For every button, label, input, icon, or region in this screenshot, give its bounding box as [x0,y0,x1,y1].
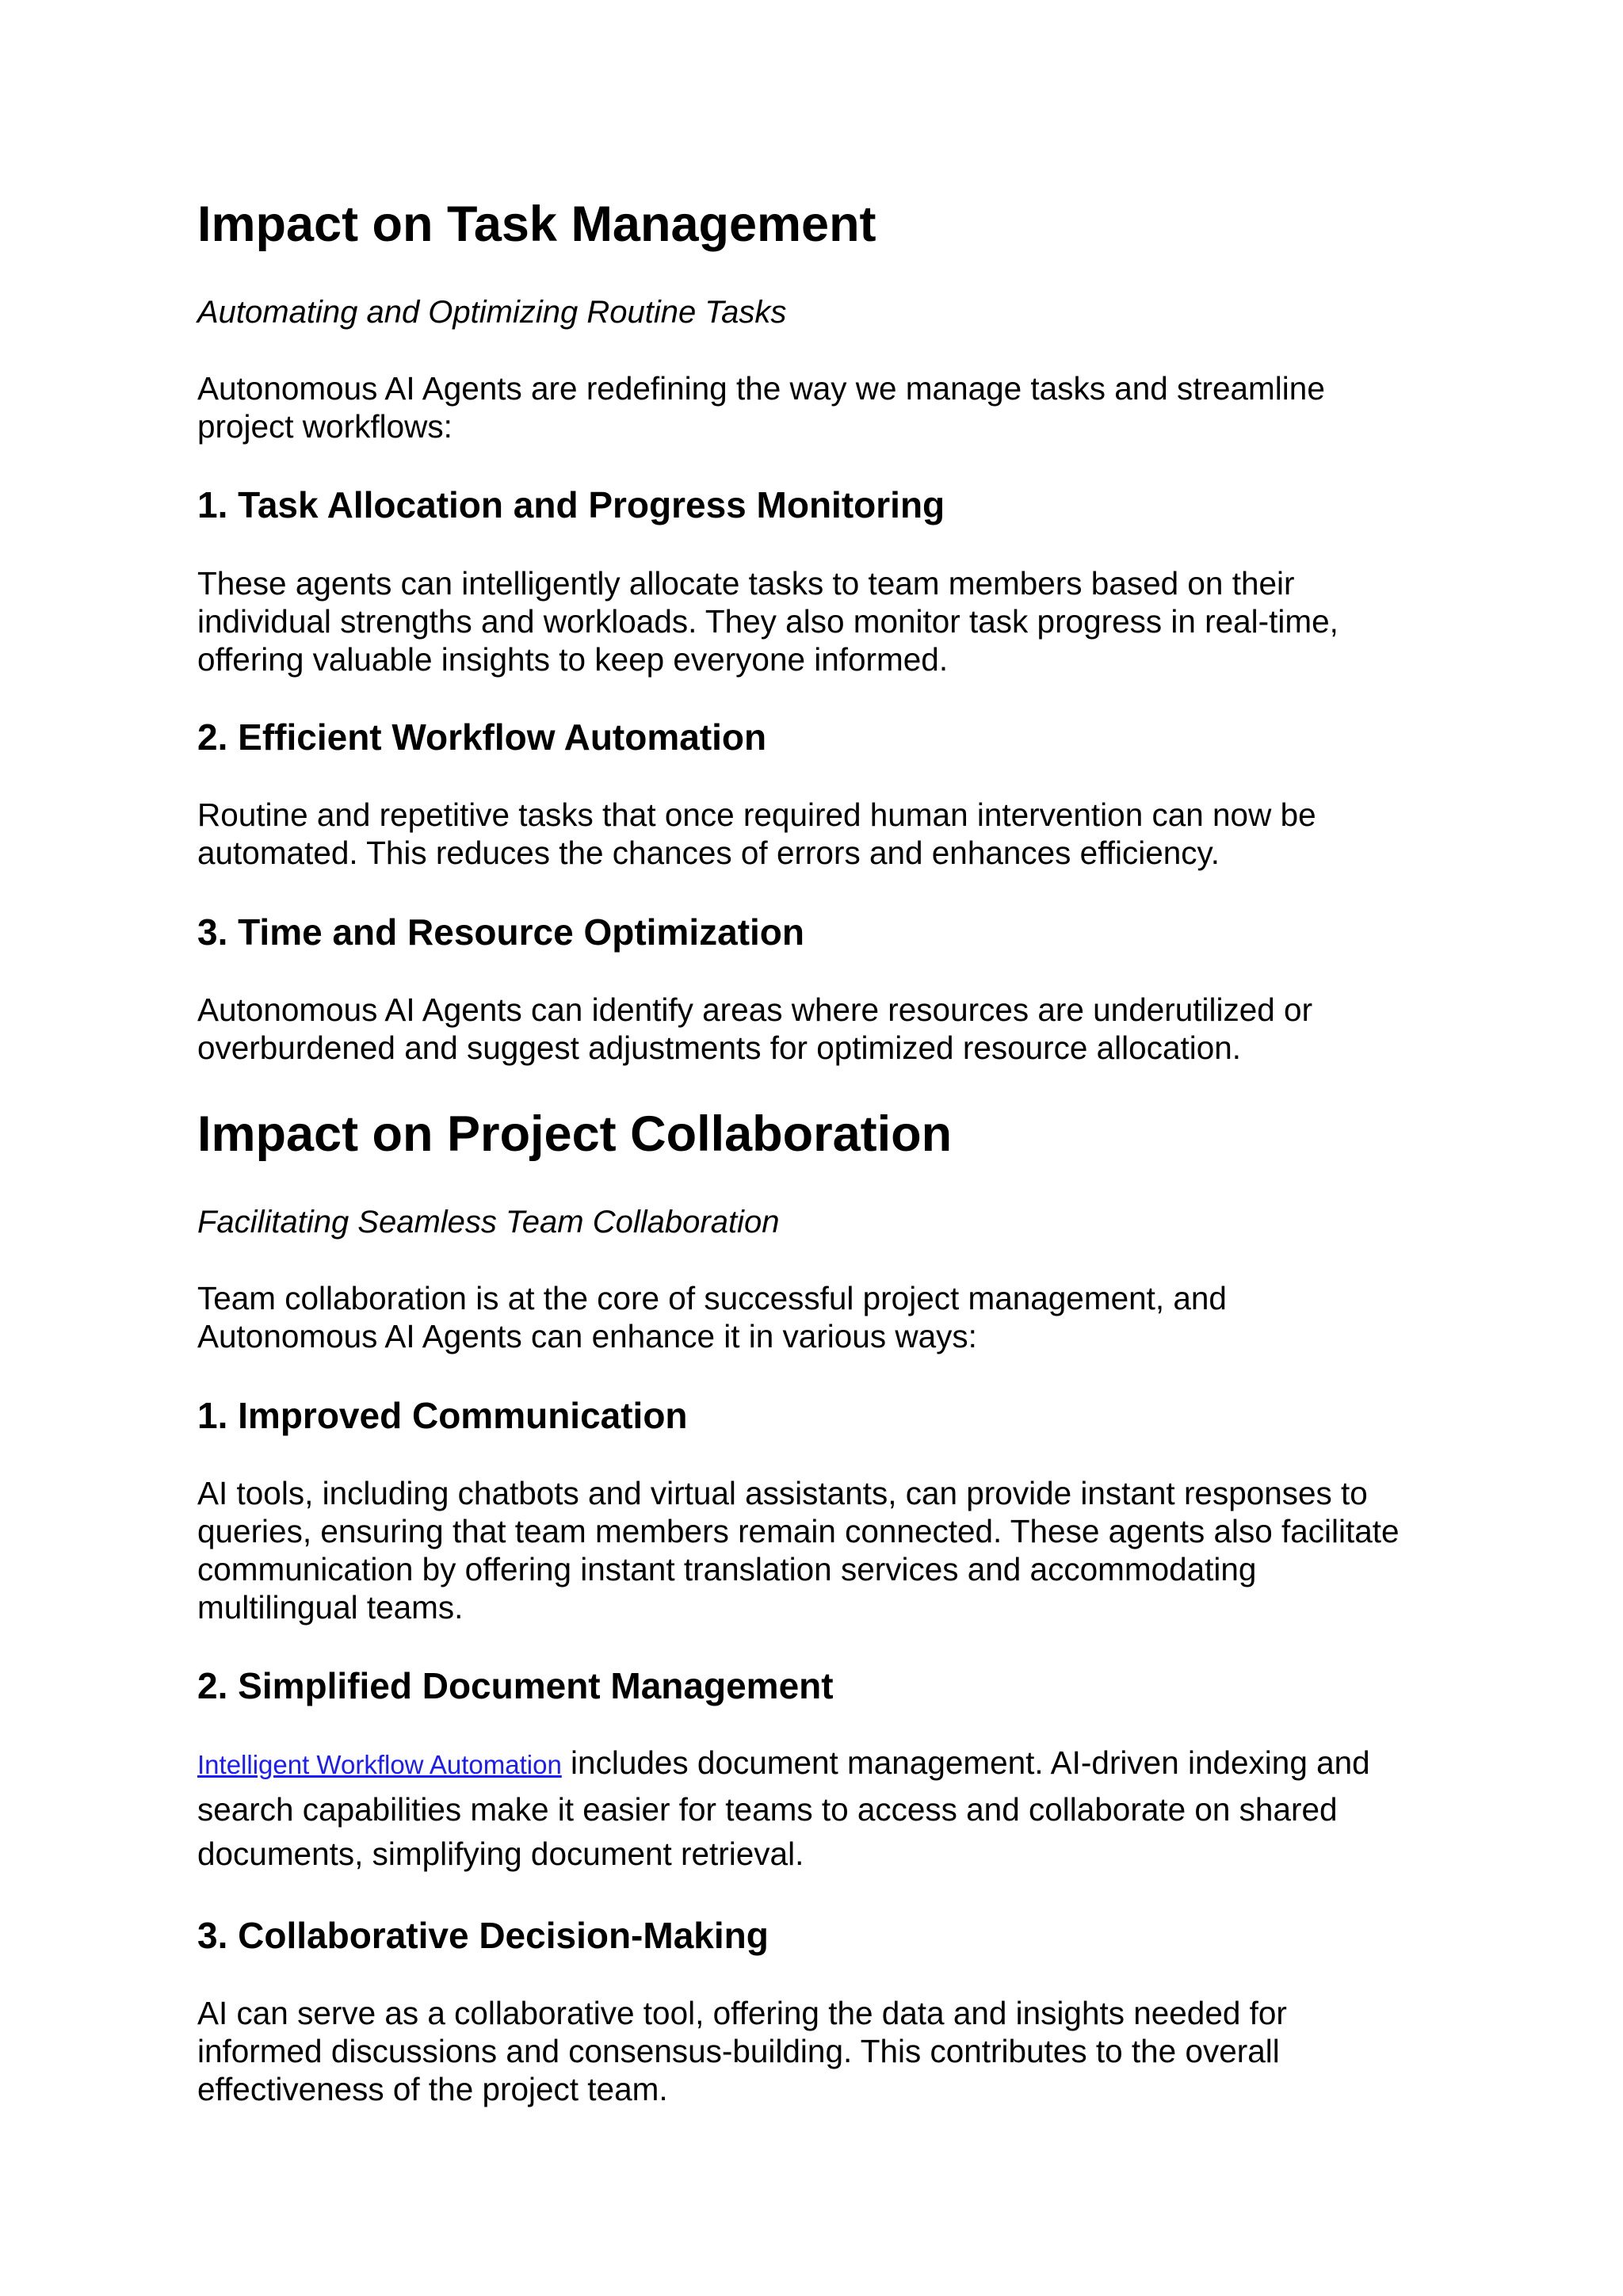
paragraph-line: These agents can intelligently allocate tasks to team members based on their [197,565,1295,602]
paragraph-document-management [197,1740,1370,1876]
paragraph-line: Routine and repetitive tasks that once required human intervention can now be [197,797,1316,833]
paragraph-line: documents, simplifying document retrieval. [197,1836,804,1872]
paragraph-line: Autonomous AI Agents can identify areas where resources are underutilized or [197,991,1313,1028]
heading-document-management: 2. Simplified Document Management [197,1665,834,1706]
paragraph-line: offering valuable insights to keep everyone informed. [197,641,949,678]
intro-line: Team collaboration is at the core of successful project management, and [197,1280,1227,1316]
paragraph-line: queries, ensuring that team members remain connected. These agents also facilitate [197,1513,1400,1549]
paragraph-task-allocation [197,564,1338,678]
paragraph-line: informed discussions and consensus-building. This contributes to the overall [197,2033,1280,2069]
section-title-task-management: Impact on Task Management [197,197,876,252]
paragraph-line: communication by offering instant translation services and accommodating [197,1551,1257,1587]
paragraph-line: individual strengths and workloads. They also monitor task progress in real-time, [197,603,1338,640]
section-subtitle-task-management: Automating and Optimizing Routine Tasks [197,295,787,330]
intro-line: Autonomous AI Agents are redefining the way we manage tasks and streamline [197,370,1325,407]
paragraph-line: AI can serve as a collaborative tool, offering the data and insights needed for [197,1995,1287,2031]
paragraph-line-text: includes document management. AI-driven indexing and [561,1744,1370,1781]
intro-line: Autonomous AI Agents can enhance it in various ways: [197,1318,977,1354]
heading-workflow-automation: 2. Efficient Workflow Automation [197,716,767,758]
paragraph-line: multilingual teams. [197,1589,464,1626]
intelligent-workflow-automation-link[interactable]: Intelligent Workflow Automation [197,1750,562,1779]
paragraph-line: automated. This reduces the chances of errors and enhances efficiency. [197,835,1220,871]
paragraph-line: overburdened and suggest adjustments for optimized resource allocation. [197,1030,1242,1066]
paragraph-collaborative-decision-making [197,1994,1287,2108]
paragraph-resource-optimization [197,991,1312,1067]
heading-task-allocation: 1. Task Allocation and Progress Monitoring [197,484,945,525]
paragraph-line: effectiveness of the project team. [197,2071,668,2107]
paragraph-improved-communication [197,1474,1400,1626]
paragraph-line [197,1740,1370,1787]
intro-paragraph-task-management [197,369,1325,445]
intro-paragraph-project-collaboration [197,1279,1227,1355]
paragraph-line: AI tools, including chatbots and virtual assistants, can provide instant responses to [197,1475,1368,1511]
section-subtitle-project-collaboration: Facilitating Seamless Team Collaboration [197,1205,780,1240]
paragraph-line: search capabilities make it easier for teams to access and collaborate on shared [197,1791,1338,1828]
heading-improved-communication: 1. Improved Communication [197,1395,688,1436]
paragraph-workflow-automation [197,796,1316,872]
intro-line: project workflows: [197,408,453,445]
heading-resource-optimization: 3. Time and Resource Optimization [197,911,804,953]
section-title-project-collaboration: Impact on Project Collaboration [197,1106,953,1162]
heading-collaborative-decision-making: 3. Collaborative Decision-Making [197,1915,769,1956]
